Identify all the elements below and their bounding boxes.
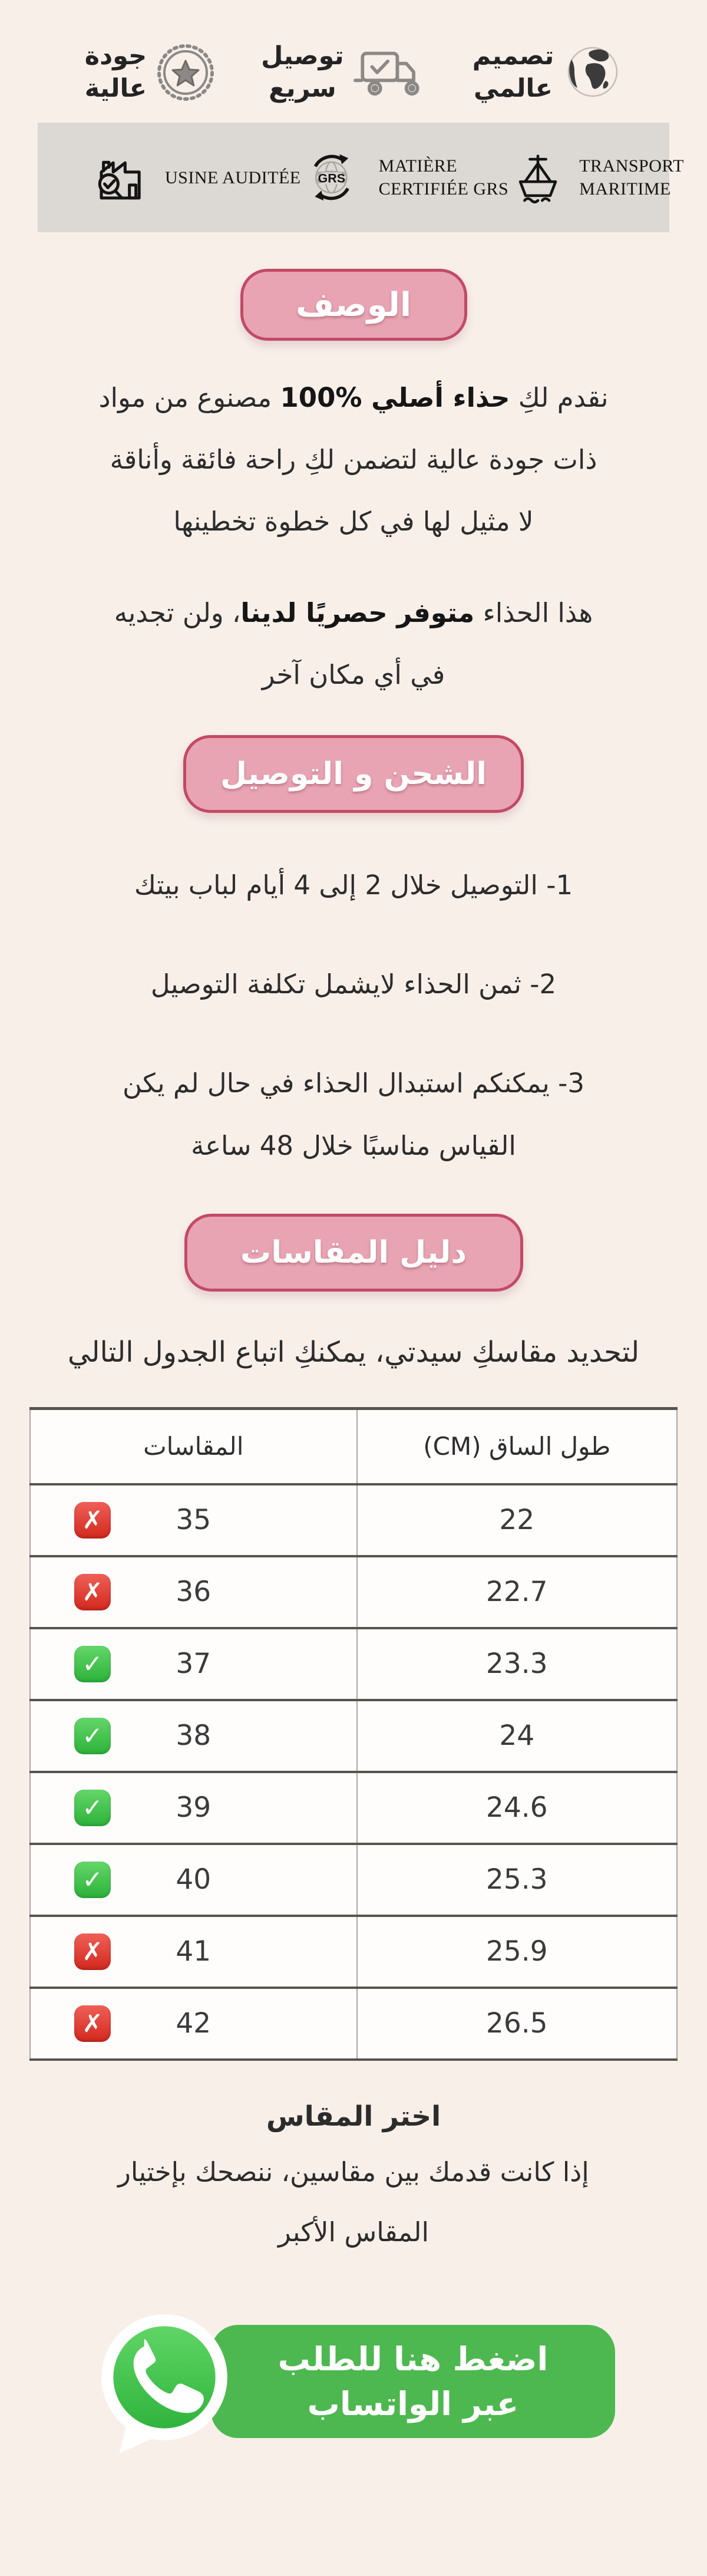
- size-table-row: [30, 1700, 677, 1772]
- size-table-row: [30, 1772, 677, 1844]
- whatsapp-button-background[interactable]: [211, 2325, 615, 2438]
- shipping-item-1: 1- التوصيل خلال 2 إلى 4 أيام لباب بيتك: [134, 869, 573, 901]
- size-advice-line-2: المقاس الأكبر: [278, 2216, 429, 2248]
- exclusive-line-2: في أي مكان آخر: [262, 659, 445, 691]
- description-line-3: لا مثيل لها في كل خطوة تخطينها: [173, 506, 534, 538]
- factory-audit-icon: [88, 149, 153, 206]
- size-cell: [30, 1844, 357, 1916]
- certification-bar: [38, 123, 684, 232]
- size-cell: [30, 1772, 357, 1844]
- cert-label: TRANSPORT MARITIME: [579, 156, 684, 199]
- description-line-1: نقدم لكِ حذاء أصلي %100 مصنوع من مواد: [98, 382, 609, 414]
- badge-global-design: [473, 40, 623, 105]
- leg-length-cell: 25.3: [357, 1844, 678, 1916]
- whatsapp-order-button[interactable]: [88, 2310, 619, 2458]
- size-cell: [30, 1484, 357, 1556]
- ship-icon: [508, 149, 567, 206]
- leg-length-cell: 23.3: [357, 1628, 678, 1700]
- badge-label: توصيل سريع: [261, 41, 344, 104]
- size-cell: [30, 1916, 357, 1988]
- size-value: 37: [176, 1648, 212, 1681]
- sizes-column-header: المقاسات: [30, 1409, 357, 1484]
- badge-label: تصميم عالمي: [472, 41, 554, 104]
- shipping-list: [0, 854, 707, 1177]
- size-table-row: [30, 1988, 677, 2060]
- size-value: 40: [176, 1863, 212, 1896]
- availability-mark-icon: ✗: [74, 1933, 111, 1970]
- shipping-item-2: 2- ثمن الحذاء لايشمل تكلفة التوصيل: [150, 969, 557, 1000]
- whatsapp-button-label-line-1: اضغط هنا للطلب: [277, 2340, 549, 2378]
- whatsapp-button-label-line-2: عبر الواتساب: [307, 2384, 519, 2423]
- description-paragraph: [0, 367, 707, 552]
- availability-mark-icon: ✓: [74, 1790, 111, 1826]
- size-table-row: [30, 1484, 677, 1556]
- size-table-body: [30, 1484, 677, 2060]
- size-cell: [30, 1628, 357, 1700]
- size-table: [29, 1407, 678, 2061]
- choose-size-title: اختر المقاس: [266, 2100, 441, 2133]
- quality-medal-icon: [156, 43, 215, 102]
- availability-mark-icon: ✗: [74, 1502, 111, 1539]
- length-column-header: طول الساق (CM): [357, 1409, 678, 1484]
- size-cell: [30, 1700, 357, 1772]
- leg-length-cell: 22.7: [357, 1556, 678, 1628]
- size-advice: [0, 2142, 707, 2262]
- description-line-2: ذات جودة عالية لتضمن لكِ راحة فائقة وأناقة: [110, 444, 597, 476]
- availability-mark-icon: ✓: [74, 1718, 111, 1754]
- size-guide-section-title: دليل المقاسات: [184, 1214, 523, 1292]
- availability-mark-icon: ✓: [74, 1646, 111, 1682]
- size-table-header-row: [30, 1409, 677, 1484]
- leg-length-cell: 22: [357, 1484, 678, 1556]
- cert-item-maritime-transport: [508, 149, 684, 206]
- size-cell: [30, 1988, 357, 2060]
- cert-item-audited-factory: [88, 149, 301, 206]
- size-value: 36: [176, 1576, 212, 1609]
- size-table-row: [30, 1628, 677, 1700]
- cert-label: USINE AUDITÉE: [165, 167, 301, 187]
- availability-mark-icon: ✓: [74, 1862, 111, 1898]
- size-table-row: [30, 1844, 677, 1916]
- leg-length-cell: 25.9: [357, 1916, 678, 1988]
- size-guide-intro: لتحديد مقاسكِ سيدتي، يمكنكِ اتباع الجدول التالي: [67, 1336, 640, 1369]
- grs-globe-icon: [301, 149, 367, 206]
- size-value: 38: [176, 1719, 212, 1753]
- delivery-truck-icon: [353, 44, 427, 101]
- availability-mark-icon: ✗: [74, 1574, 111, 1610]
- exclusive-paragraph: [0, 582, 707, 706]
- badge-high-quality: [85, 40, 215, 105]
- svg-text:GRS: GRS: [318, 171, 345, 186]
- size-cell: [30, 1556, 357, 1628]
- shipping-item-3: 3- يمكنكم استبدال الحذاء في حال لم يكن القياس مناسبًا خلال 48 ساعة: [122, 1068, 585, 1162]
- size-table-row: [30, 1916, 677, 1988]
- size-value: 39: [176, 1791, 212, 1824]
- whatsapp-icon[interactable]: [88, 2310, 239, 2458]
- size-table-row: [30, 1556, 677, 1628]
- leg-length-cell: 24: [357, 1700, 678, 1772]
- size-value: 35: [176, 1504, 212, 1537]
- cert-item-grs-material: [301, 149, 509, 206]
- badge-label: جودة عالية: [84, 41, 147, 104]
- exclusive-line-1: هذا الحذاء متوفر حصريًا لدينا، ولن تجديه: [114, 597, 593, 629]
- leg-length-cell: 24.6: [357, 1772, 678, 1844]
- shipping-section-title: الشحن و التوصيل: [183, 735, 524, 813]
- description-section-title: الوصف: [240, 269, 467, 341]
- size-value: 42: [176, 2007, 212, 2040]
- size-value: 41: [176, 1935, 212, 1968]
- feature-badges-row: [0, 0, 707, 105]
- availability-mark-icon: ✗: [74, 2005, 111, 2042]
- badge-fast-delivery: [261, 40, 427, 105]
- size-advice-line-1: إذا كانت قدمك بين مقاسين، ننصحك بإختيار: [118, 2156, 589, 2188]
- leg-length-cell: 26.5: [357, 1988, 678, 2060]
- cert-label: MATIÈRE CERTIFIÉE GRS: [378, 156, 509, 199]
- globe-icon: [563, 44, 622, 101]
